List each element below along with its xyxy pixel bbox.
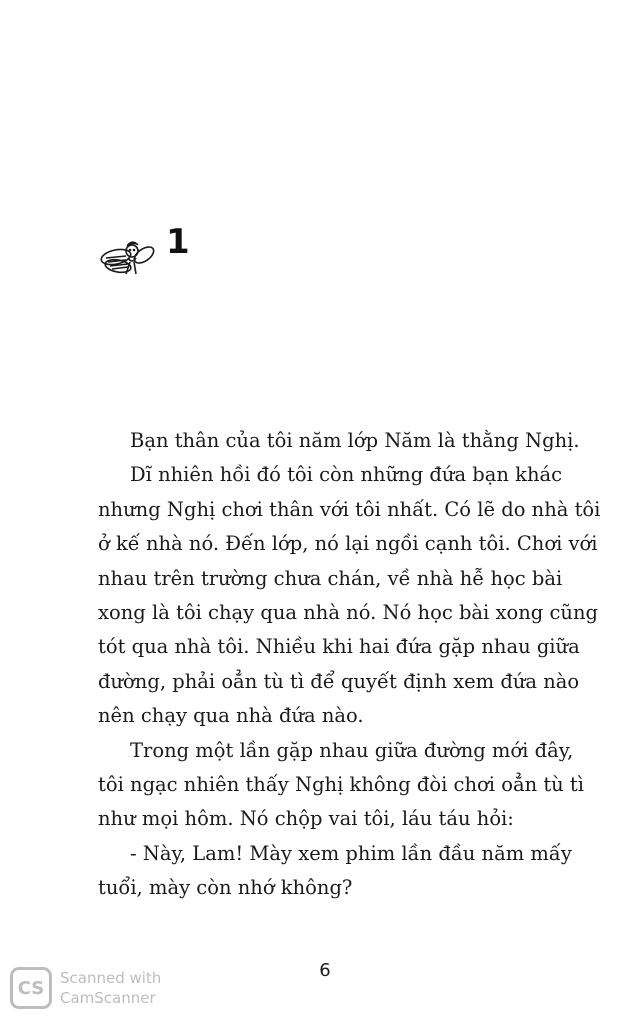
text-line: như mọi hôm. Nó chộp vai tôi, láu táu hỏi: <box>98 807 514 831</box>
camscanner-logo-icon: CS <box>10 967 52 1009</box>
watermark-line-1: Scanned with <box>60 969 162 987</box>
text-line: tôi ngạc nhiên thấy Nghị không đòi chơi oẳn tù tì <box>98 773 585 797</box>
text-line: tót qua nhà tôi. Nhiều khi hai đứa gặp nhau giữa <box>98 635 580 659</box>
text-line: nhưng Nghị chơi thân với tôi nhất. Có lẽ do nhà tôi <box>98 497 601 521</box>
text-line: xong là tôi chạy qua nhà nó. Nó học bài xong cũng <box>98 601 598 625</box>
text-line: Bạn thân của tôi năm lớp Năm là thằng Nghị. <box>130 429 580 452</box>
chapter-number: 1 <box>166 222 190 262</box>
text-line: Dĩ nhiên hồi đó tôi còn những đứa bạn khác <box>130 463 563 487</box>
chapter-heading <box>98 222 190 282</box>
text-line: Trong một lần gặp nhau giữa đường mới đây, <box>130 738 574 762</box>
text-line: đường, phải oẳn tù tì để quyết định xem đứa nào <box>98 669 580 693</box>
scanner-watermark <box>10 967 161 1009</box>
watermark-text <box>60 968 161 1008</box>
text-line: tuổi, mày còn nhớ không? <box>98 876 353 900</box>
text-line: - Này, Lam! Mày xem phim lần đầu năm mấy <box>130 841 572 865</box>
text-line: nên chạy qua nhà đứa nào. <box>98 704 364 728</box>
chapter-body <box>98 424 601 906</box>
dragonfly-icon <box>98 222 158 282</box>
text-line: nhau trên trường chưa chán, về nhà hễ học bài <box>98 566 563 590</box>
page-number: 6 <box>319 960 331 981</box>
watermark-line-2: CamScanner <box>60 989 156 1007</box>
text-line: ở kế nhà nó. Đến lớp, nó lại ngồi cạnh tôi. Chơi với <box>98 532 598 556</box>
